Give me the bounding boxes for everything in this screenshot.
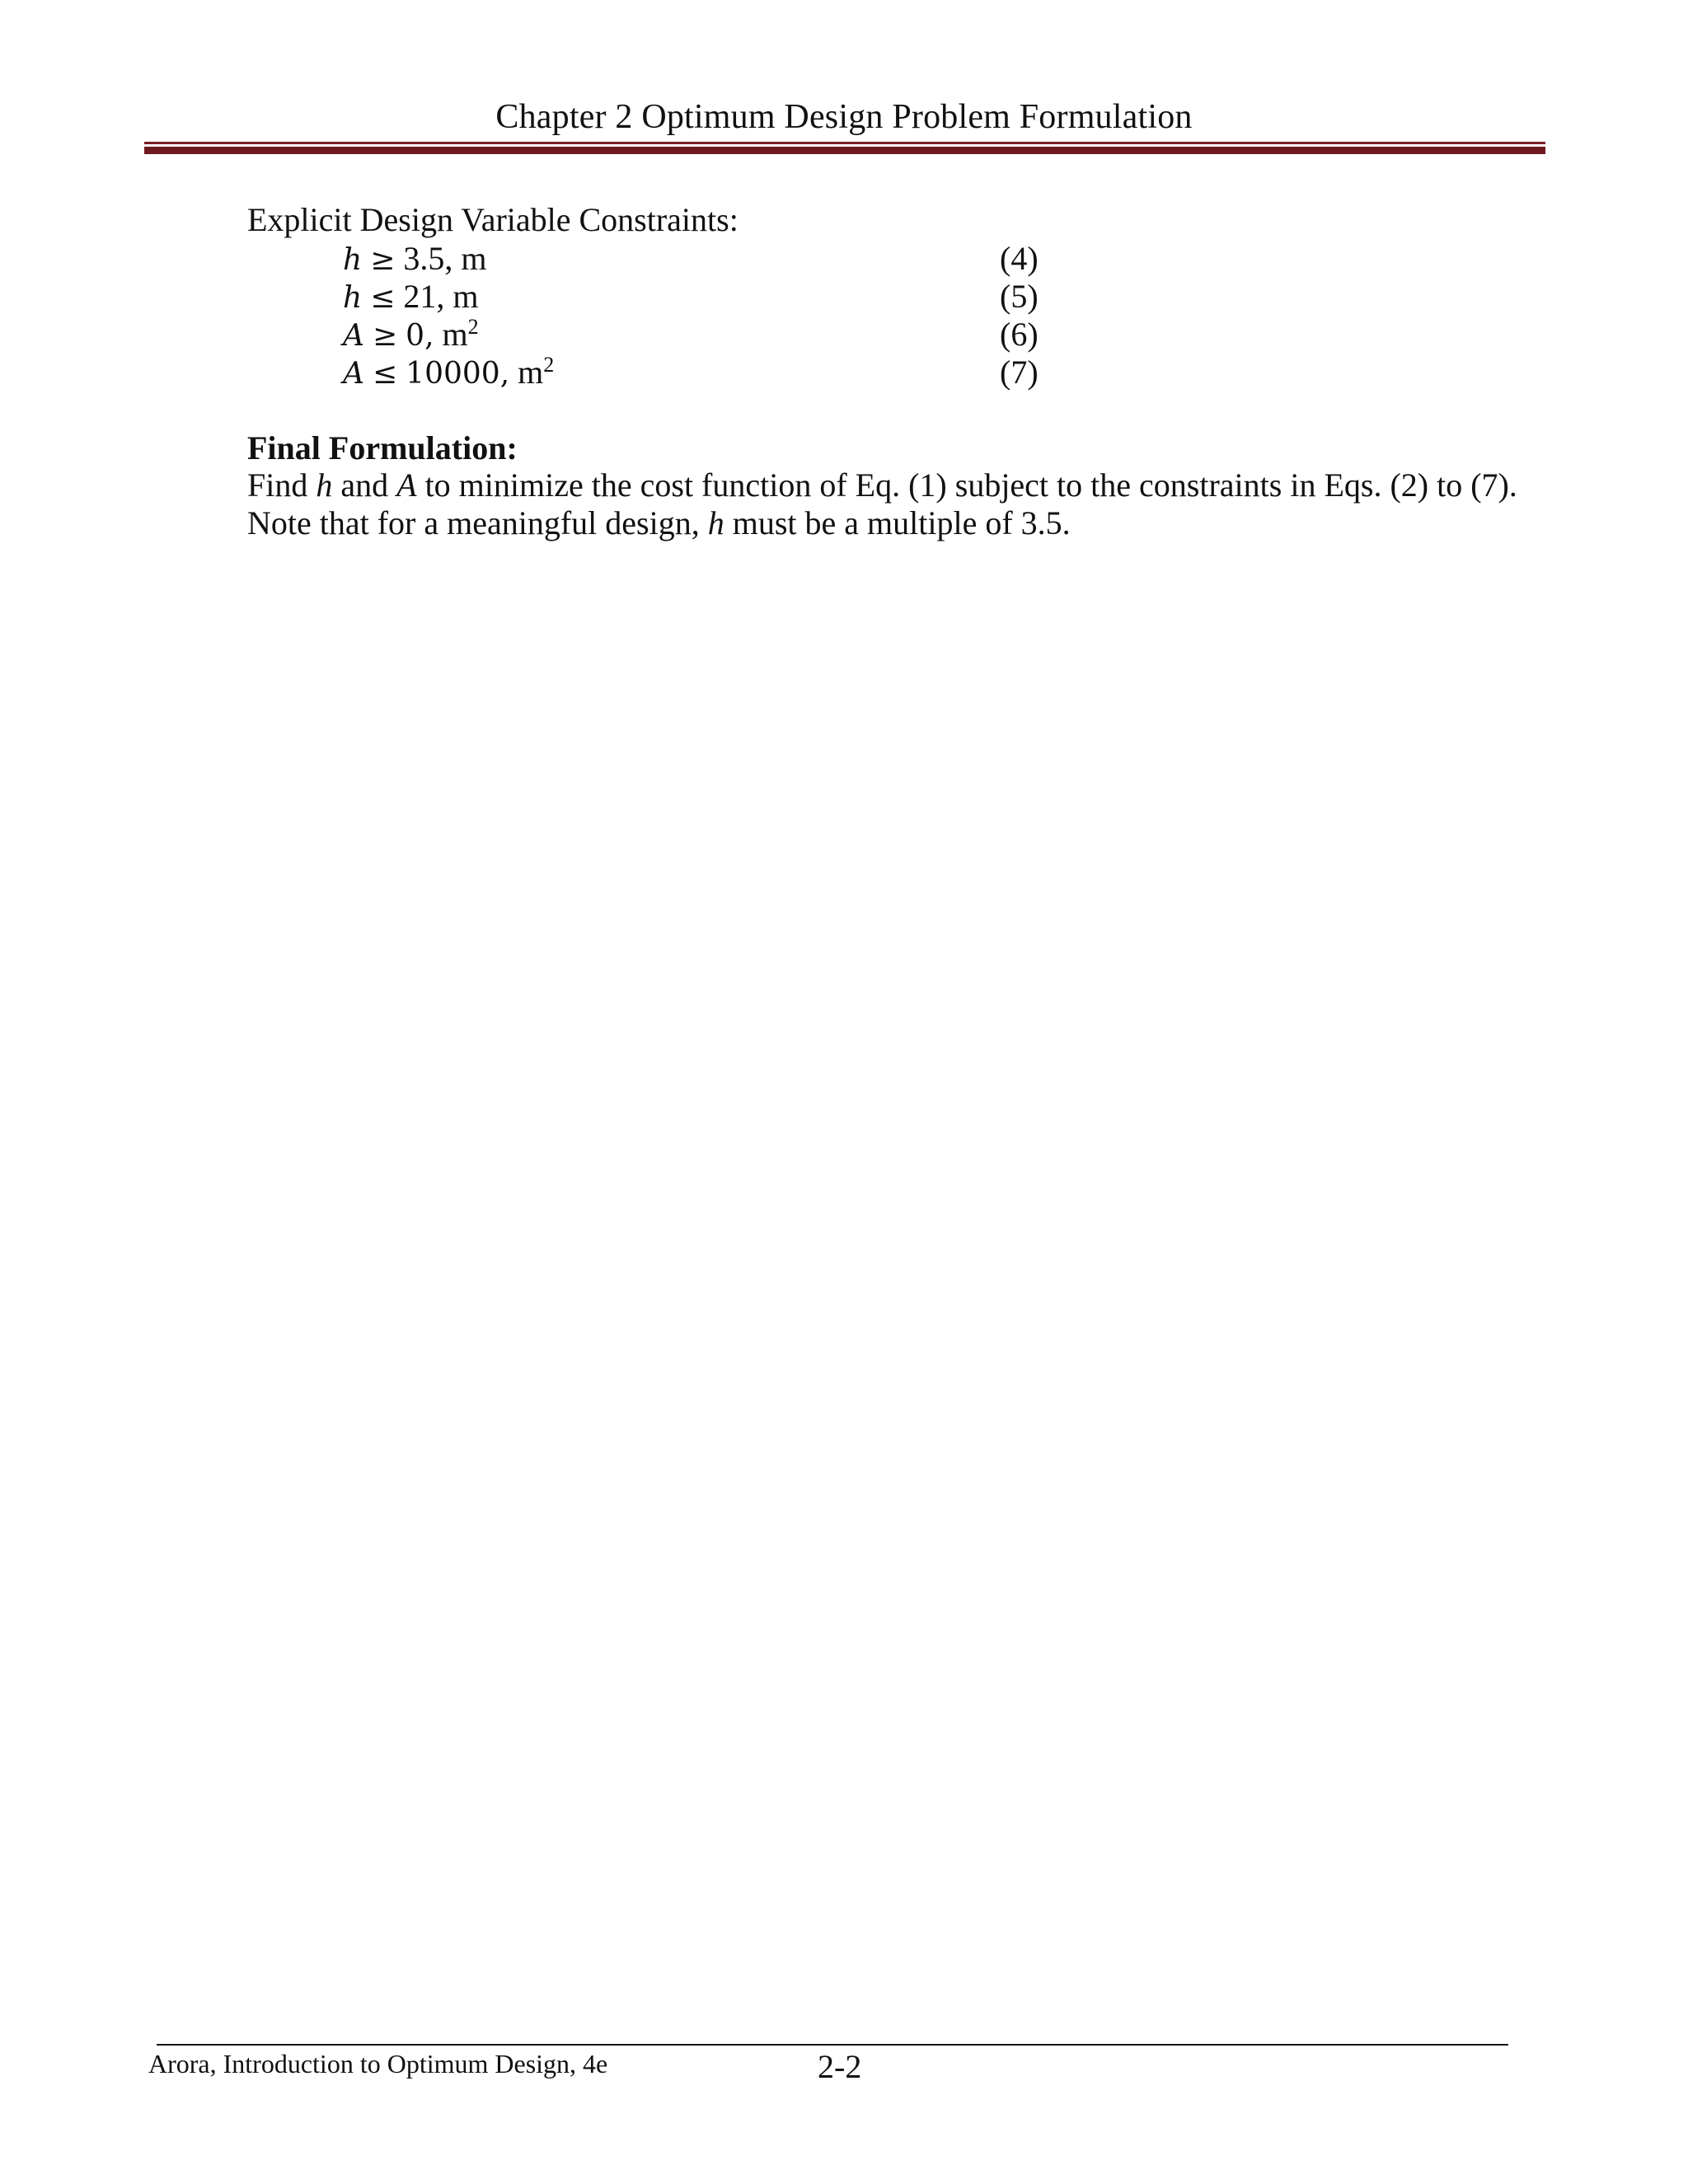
footer-source: Arora, Introduction to Optimum Design, 4e	[148, 2049, 608, 2079]
final-formulation-line-2	[247, 504, 1071, 542]
equation-number: (6)	[1000, 316, 1039, 353]
equation-unit: m	[518, 354, 544, 391]
text-run: and	[332, 466, 397, 504]
equation-number: (7)	[1000, 354, 1039, 391]
variable-h: h	[316, 466, 333, 504]
page-number: 2-2	[818, 2048, 862, 2085]
variable-A: A	[396, 466, 417, 504]
variable-h: h	[707, 504, 724, 541]
equation-unit: m	[461, 240, 487, 277]
equation-number: (4)	[1000, 240, 1039, 277]
footer-rule	[157, 2044, 1508, 2046]
equation-variable: h	[343, 243, 363, 277]
final-formulation-heading: Final Formulation:	[247, 429, 518, 466]
equation-variable: A	[343, 319, 364, 353]
page-header-title: Chapter 2 Optimum Design Problem Formulation	[495, 98, 1193, 136]
equation-unit-exponent: 2	[467, 315, 479, 339]
equation-operator: ≥	[370, 243, 396, 277]
equation-operator: ≤	[373, 357, 398, 391]
text-run: Find	[247, 466, 316, 504]
equation-operator: ≥	[373, 319, 398, 353]
equation-row-7	[343, 353, 1085, 392]
equation-unit: m	[442, 316, 468, 353]
equation-unit-exponent: 2	[543, 353, 555, 377]
equation-row-5	[343, 277, 1085, 316]
text-run: must be a multiple of 3.5.	[724, 504, 1071, 541]
text-run: to minimize the cost function of Eq. (1) subject to the constraints in Eqs. (2) to (7).	[416, 466, 1517, 504]
equation-variable: A	[343, 357, 364, 391]
equation-value: 3.5,	[403, 240, 453, 277]
equation-unit: m	[452, 278, 479, 315]
text-run: Note that for a meaningful design,	[247, 504, 708, 541]
equation-row-4	[343, 239, 1085, 279]
equation-value: 10000,	[406, 357, 510, 391]
equation-value: 0,	[406, 319, 434, 353]
equation-operator: ≤	[370, 281, 396, 315]
equation-variable: h	[343, 281, 363, 315]
header-rule-thick	[144, 147, 1545, 154]
final-formulation-line-1	[247, 466, 1517, 504]
header-rule-thin	[144, 142, 1545, 144]
constraints-heading: Explicit Design Variable Constraints:	[247, 201, 738, 238]
equation-number: (5)	[1000, 278, 1039, 315]
equation-row-6	[343, 315, 1085, 354]
equation-value: 21,	[403, 278, 445, 315]
